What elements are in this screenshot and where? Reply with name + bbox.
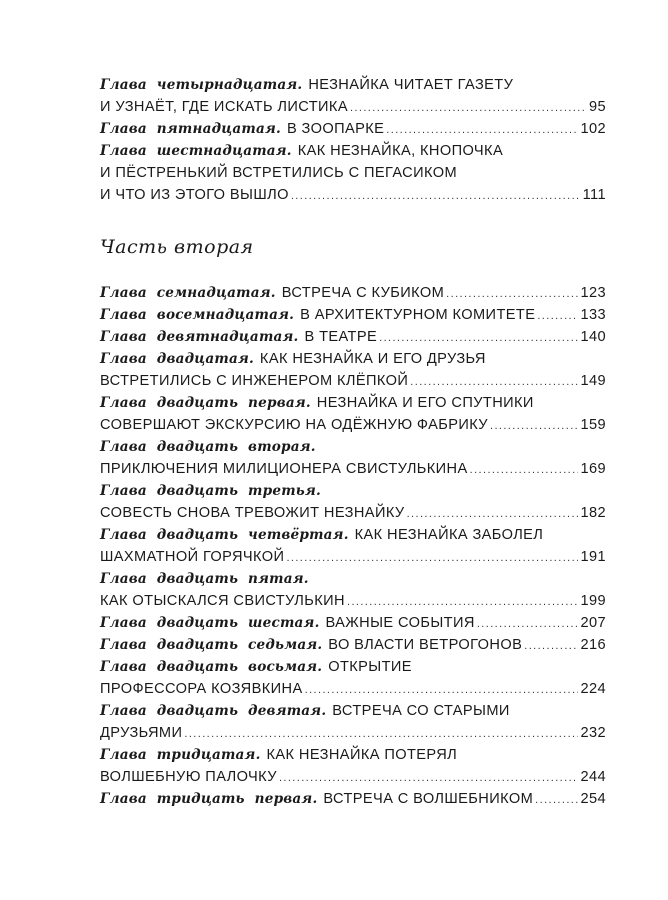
chapter-label: Глава шестнадцатая. <box>100 143 292 159</box>
chapter-title: И УЗНАЁТ, ГДЕ ИСКАТЬ ЛИСТИКА <box>100 99 348 115</box>
chapter-title: В АРХИТЕКТУРНОМ КОМИТЕТЕ <box>300 307 536 323</box>
chapter-label: Глава двадцать девятая. <box>100 703 327 719</box>
chapter-title: В ЗООПАРКЕ <box>286 121 385 137</box>
toc-line <box>100 282 606 304</box>
chapter-label: Глава двадцать восьмая. <box>100 659 323 675</box>
chapter-label: Глава двадцать пятая. <box>100 571 309 587</box>
toc-line <box>100 722 606 744</box>
page-number: 199 <box>580 593 606 609</box>
chapter-title: ВСТРЕТИЛИСЬ С ИНЖЕНЕРОМ КЛЁПКОЙ <box>100 373 409 389</box>
toc-line <box>100 304 606 326</box>
dot-leader <box>477 613 579 635</box>
page-number: 140 <box>580 329 606 345</box>
toc-line <box>100 568 606 590</box>
dot-leader <box>446 283 578 305</box>
toc-entry[interactable] <box>100 282 606 304</box>
chapter-title: НЕЗНАЙКА ЧИТАЕТ ГАЗЕТУ <box>308 77 514 93</box>
chapter-label: Глава пятнадцатая. <box>100 121 281 137</box>
toc-line <box>100 656 606 678</box>
chapter-label: Глава тридцать первая. <box>100 791 318 807</box>
page-number: 169 <box>580 461 606 477</box>
chapter-title: КАК ОТЫСКАЛСЯ СВИСТУЛЬКИН <box>100 593 345 609</box>
toc-line <box>100 414 606 436</box>
toc-entry[interactable] <box>100 436 606 480</box>
page-number: 224 <box>580 681 606 697</box>
toc-entry[interactable] <box>100 788 606 810</box>
dot-leader <box>537 305 578 327</box>
toc-entry[interactable] <box>100 392 606 436</box>
toc-line <box>100 162 606 184</box>
toc-line <box>100 348 606 370</box>
toc-line <box>100 96 606 118</box>
toc-line <box>100 634 606 656</box>
chapter-label: Глава двадцать шестая. <box>100 615 320 631</box>
toc-line <box>100 370 606 392</box>
toc-line <box>100 326 606 348</box>
toc-line <box>100 184 606 206</box>
chapter-title: КАК НЕЗНАЙКА ЗАБОЛЕЛ <box>354 527 544 543</box>
chapter-title: И ЧТО ИЗ ЭТОГО ВЫШЛО <box>100 187 289 203</box>
chapter-label: Глава восемнадцатая. <box>100 307 295 323</box>
toc-entry[interactable] <box>100 524 606 568</box>
toc-entry[interactable] <box>100 118 606 140</box>
page-number: 216 <box>580 637 606 653</box>
dot-leader <box>410 371 578 393</box>
toc-line <box>100 480 606 502</box>
toc-entry[interactable] <box>100 348 606 392</box>
page-number: 111 <box>582 187 606 203</box>
toc-entry[interactable] <box>100 568 606 612</box>
dot-leader <box>350 97 587 119</box>
toc-part-one <box>100 74 606 206</box>
toc-line <box>100 700 606 722</box>
page-number: 191 <box>580 549 606 565</box>
chapter-title: КАК НЕЗНАЙКА И ЕГО ДРУЗЬЯ <box>259 351 486 367</box>
toc-line <box>100 436 606 458</box>
page-number: 244 <box>580 769 606 785</box>
chapter-label: Глава девятнадцатая. <box>100 329 299 345</box>
chapter-title: НЕЗНАЙКА И ЕГО СПУТНИКИ <box>316 395 534 411</box>
page-number: 254 <box>580 791 606 807</box>
chapter-title: ВОЛШЕБНУЮ ПАЛОЧКУ <box>100 769 277 785</box>
chapter-title: В ТЕАТРЕ <box>304 329 378 345</box>
chapter-title: ШАХМАТНОЙ ГОРЯЧКОЙ <box>100 549 285 565</box>
toc-line <box>100 788 606 810</box>
dot-leader <box>470 459 579 481</box>
page-number: 149 <box>580 373 606 389</box>
chapter-label: Глава двадцатая. <box>100 351 254 367</box>
toc-line <box>100 118 606 140</box>
dot-leader <box>535 789 578 811</box>
toc-line <box>100 392 606 414</box>
chapter-label: Глава двадцать третья. <box>100 483 321 499</box>
chapter-title: ВСТРЕЧА С КУБИКОМ <box>281 285 445 301</box>
chapter-label: Глава двадцать первая. <box>100 395 311 411</box>
dot-leader <box>524 635 578 657</box>
toc-line <box>100 524 606 546</box>
chapter-title: И ПЁСТРЕНЬКИЙ ВСТРЕТИЛИСЬ С ПЕГАСИКОМ <box>100 165 458 181</box>
dot-leader <box>347 591 578 613</box>
page-number: 159 <box>580 417 606 433</box>
toc-line <box>100 502 606 524</box>
chapter-label: Глава двадцать вторая. <box>100 439 316 455</box>
toc-entry[interactable] <box>100 612 606 634</box>
page-number: 182 <box>580 505 606 521</box>
chapter-title: ПРИКЛЮЧЕНИЯ МИЛИЦИОНЕРА СВИСТУЛЬКИНА <box>100 461 468 477</box>
part-two-heading: Часть вторая <box>100 236 254 258</box>
toc-line <box>100 766 606 788</box>
page-number: 207 <box>580 615 606 631</box>
chapter-label: Глава двадцать седьмая. <box>100 637 323 653</box>
chapter-label: Глава тридцатая. <box>100 747 261 763</box>
toc-line <box>100 140 606 162</box>
dot-leader <box>279 767 579 789</box>
toc-line <box>100 546 606 568</box>
chapter-title: ДРУЗЬЯМИ <box>100 725 183 741</box>
toc-entry[interactable] <box>100 74 606 118</box>
dot-leader <box>184 723 578 745</box>
page-number: 232 <box>580 725 606 741</box>
chapter-title: ПРОФЕССОРА КОЗЯВКИНА <box>100 681 303 697</box>
chapter-title: КАК НЕЗНАЙКА, КНОПОЧКА <box>297 143 504 159</box>
chapter-title: ВАЖНЫЕ СОБЫТИЯ <box>325 615 475 631</box>
dot-leader <box>286 547 578 569</box>
dot-leader <box>291 185 581 207</box>
toc-line <box>100 612 606 634</box>
toc-line <box>100 744 606 766</box>
chapter-title: СОВЕРШАЮТ ЭКСКУРСИЮ НА ОДЁЖНУЮ ФАБРИКУ <box>100 417 488 433</box>
chapter-title: ВО ВЛАСТИ ВЕТРОГОНОВ <box>328 637 523 653</box>
chapter-title: СОВЕСТЬ СНОВА ТРЕВОЖИТ НЕЗНАЙКУ <box>100 505 405 521</box>
dot-leader <box>305 679 579 701</box>
toc-line <box>100 590 606 612</box>
toc-entry[interactable] <box>100 744 606 788</box>
page-number: 133 <box>580 307 606 323</box>
dot-leader <box>490 415 578 437</box>
toc-entry[interactable] <box>100 634 606 656</box>
chapter-title: ВСТРЕЧА С ВОЛШЕБНИКОМ <box>323 791 534 807</box>
toc-entry[interactable] <box>100 656 606 700</box>
chapter-title: КАК НЕЗНАЙКА ПОТЕРЯЛ <box>266 747 458 763</box>
chapter-label: Глава двадцать четвёртая. <box>100 527 349 543</box>
page-number: 123 <box>580 285 606 301</box>
chapter-title: ОТКРЫТИЕ <box>328 659 412 675</box>
toc-entry[interactable] <box>100 700 606 744</box>
toc-entry[interactable] <box>100 480 606 524</box>
toc-entry[interactable] <box>100 326 606 348</box>
page-number: 95 <box>588 99 606 115</box>
toc-entry[interactable] <box>100 140 606 206</box>
toc-line <box>100 458 606 480</box>
toc-part-two <box>100 282 606 810</box>
page-number: 102 <box>580 121 606 137</box>
toc-line <box>100 74 606 96</box>
chapter-label: Глава семнадцатая. <box>100 285 276 301</box>
dot-leader <box>407 503 579 525</box>
toc-entry[interactable] <box>100 304 606 326</box>
chapter-title: ВСТРЕЧА СО СТАРЫМИ <box>332 703 510 719</box>
dot-leader <box>386 119 578 141</box>
chapter-label: Глава четырнадцатая. <box>100 77 303 93</box>
dot-leader <box>379 327 578 349</box>
toc-line <box>100 678 606 700</box>
